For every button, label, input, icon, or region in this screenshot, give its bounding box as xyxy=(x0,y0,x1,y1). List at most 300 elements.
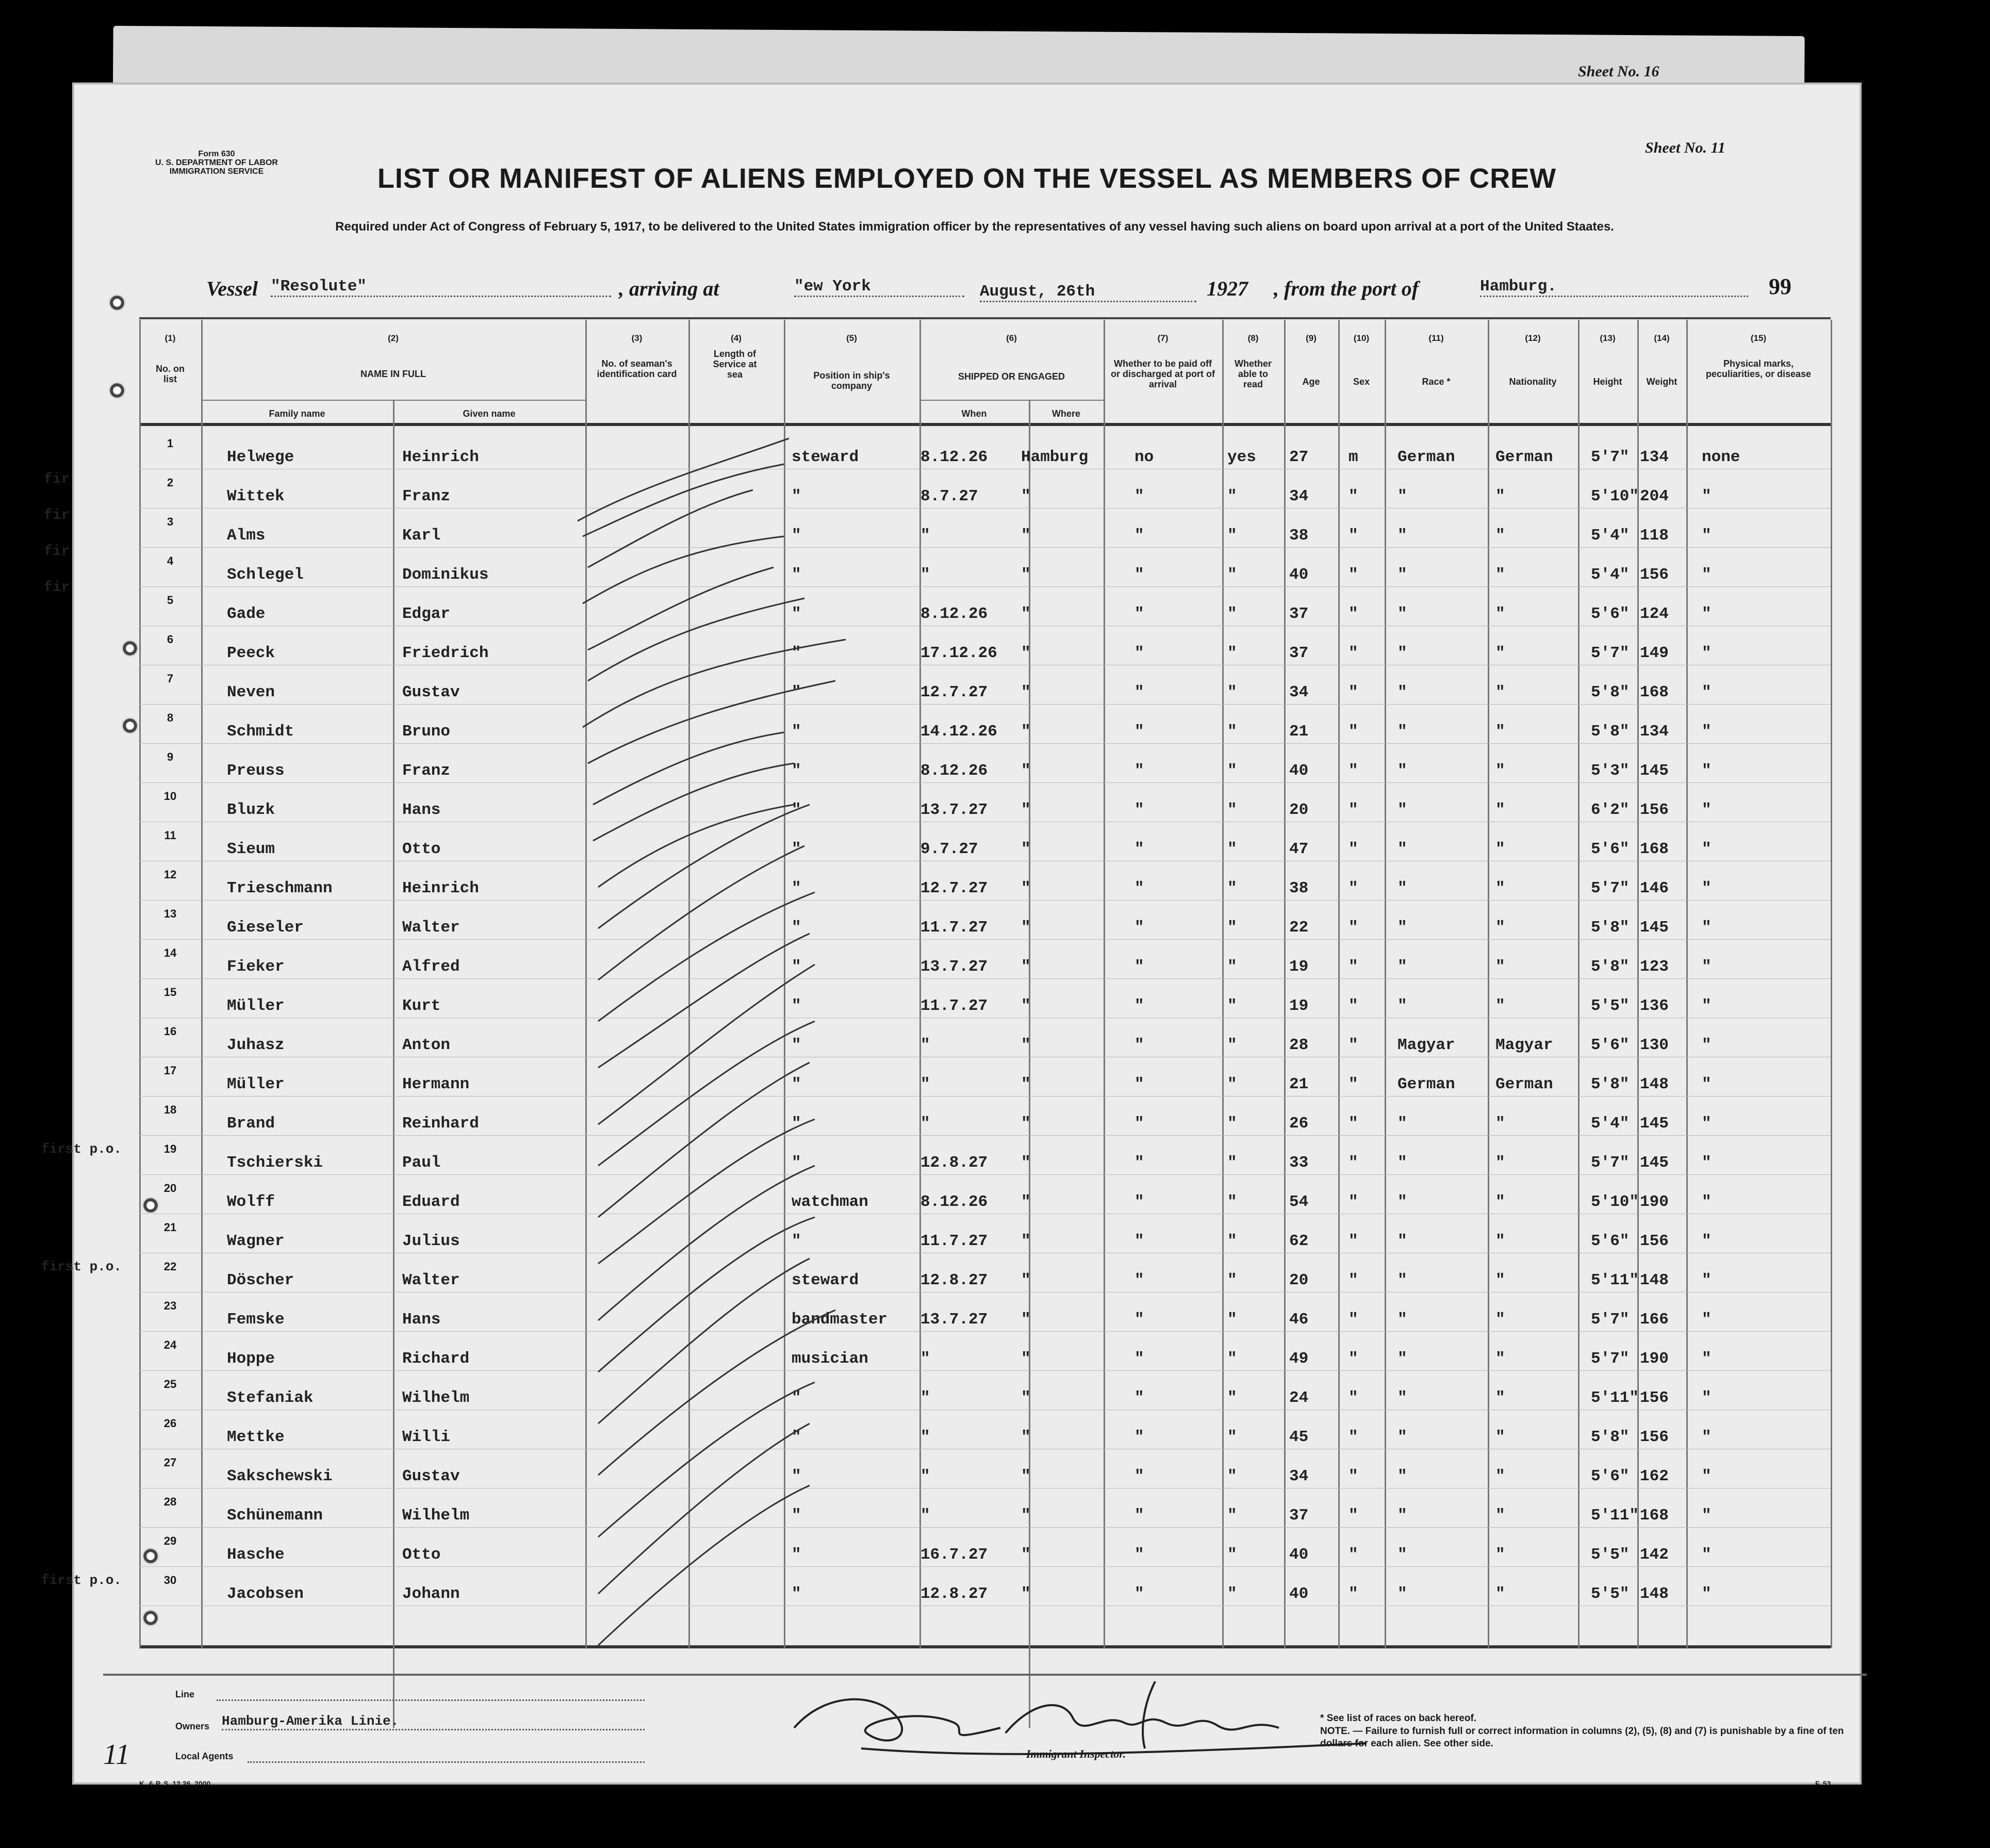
marks-cell: " xyxy=(1702,487,1712,505)
nationality-cell: " xyxy=(1495,566,1505,584)
manifest-sheet xyxy=(41,83,1862,1788)
marks-cell: " xyxy=(1702,1467,1712,1485)
col12-num: (12) xyxy=(1525,333,1541,343)
family-cell: Femske xyxy=(227,1311,285,1329)
position-cell: musician xyxy=(792,1350,868,1368)
position-cell: " xyxy=(792,840,801,858)
weight-cell: 124 xyxy=(1640,605,1669,623)
sex-cell: " xyxy=(1348,879,1358,897)
given-cell: Otto xyxy=(402,1546,441,1564)
owners-value: Hamburg-Amerika Linie. xyxy=(222,1713,645,1730)
nationality-cell: " xyxy=(1495,1467,1505,1485)
family-cell: Sakschewski xyxy=(227,1467,333,1485)
col4-header: Length of Service at sea xyxy=(713,349,757,380)
family-cell: Bluzk xyxy=(227,801,275,819)
height-cell: 5'4" xyxy=(1591,566,1630,584)
sex-cell: " xyxy=(1348,723,1358,741)
position-cell: " xyxy=(792,1467,801,1485)
family-cell: Stefaniak xyxy=(227,1389,314,1407)
vessel-value: "Resolute" xyxy=(271,277,611,297)
read-cell: " xyxy=(1227,527,1237,545)
given-cell: Wilhelm xyxy=(402,1389,470,1407)
row-number: 16 xyxy=(163,1025,177,1038)
nationality-cell: " xyxy=(1495,840,1505,858)
row-number: 11 xyxy=(164,829,176,842)
col7-num: (7) xyxy=(1157,333,1169,343)
read-cell: " xyxy=(1227,487,1237,505)
paid-cell: " xyxy=(1134,1311,1144,1329)
col7-header: Whether to be paid off or discharged at port of arrival xyxy=(1110,358,1215,389)
page-subtitle: Required under Act of Congress of February 5, 1917, to be delivered to the United States immigration officer by the representatives of any vessel having such aliens on board upon arrival at a port of the United Staates. xyxy=(335,220,1614,234)
when-cell: " xyxy=(920,566,930,584)
row-number: 4 xyxy=(167,554,174,567)
sex-cell: " xyxy=(1348,1075,1358,1093)
where-cell: " xyxy=(1021,1467,1031,1485)
weight-cell: 134 xyxy=(1640,448,1669,466)
col6-num: (6) xyxy=(1006,333,1017,343)
marks-cell: " xyxy=(1702,683,1712,701)
where-cell: " xyxy=(1021,1271,1031,1289)
paid-cell: " xyxy=(1134,1154,1144,1172)
family-cell: Peeck xyxy=(227,644,275,662)
where-cell: " xyxy=(1021,958,1031,976)
port-value: Hamburg. xyxy=(1480,277,1748,297)
age-cell: 28 xyxy=(1289,1036,1309,1054)
race-note: * See list of races on back hereof. xyxy=(1320,1713,1477,1724)
row-number: 19 xyxy=(163,1142,177,1155)
weight-cell: 156 xyxy=(1640,1232,1669,1250)
age-cell: 34 xyxy=(1289,683,1309,701)
age-cell: 34 xyxy=(1289,1467,1309,1485)
row-number: 5 xyxy=(167,594,174,607)
col2-header: NAME IN FULL xyxy=(360,369,426,379)
when-cell: " xyxy=(920,1389,930,1407)
age-cell: 47 xyxy=(1289,840,1309,858)
nationality-cell: " xyxy=(1495,879,1505,897)
row-rule xyxy=(139,978,1831,979)
paid-cell: " xyxy=(1134,801,1144,819)
race-cell: " xyxy=(1397,1428,1407,1446)
family-cell: Juhasz xyxy=(227,1036,285,1054)
paid-cell: " xyxy=(1134,1350,1144,1368)
nationality-cell: German xyxy=(1495,1075,1553,1093)
given-cell: Otto xyxy=(402,840,441,858)
when-cell: 12.8.27 xyxy=(920,1585,988,1603)
where-header: Where xyxy=(1051,408,1080,419)
race-cell: " xyxy=(1397,527,1407,545)
age-cell: 40 xyxy=(1289,1546,1309,1564)
when-cell: 14.12.26 xyxy=(920,723,997,741)
age-cell: 21 xyxy=(1289,1075,1309,1093)
position-cell: " xyxy=(792,919,801,937)
family-cell: Schlegel xyxy=(227,566,304,584)
row-number: 15 xyxy=(163,986,177,999)
sex-cell: " xyxy=(1348,1350,1358,1368)
height-cell: 5'7" xyxy=(1591,1350,1630,1368)
paid-cell: " xyxy=(1134,1075,1144,1093)
row-number: 7 xyxy=(167,672,174,685)
position-cell: " xyxy=(792,1036,801,1054)
height-cell: 5'6" xyxy=(1591,1467,1630,1485)
row-number: 27 xyxy=(163,1456,177,1469)
marks-cell: " xyxy=(1702,527,1712,545)
paid-cell: " xyxy=(1134,1467,1144,1485)
sex-cell: " xyxy=(1348,1428,1358,1446)
given-cell: Edgar xyxy=(402,605,451,623)
arriving-label: , arriving at xyxy=(619,277,719,300)
race-cell: " xyxy=(1397,644,1407,662)
paid-cell: no xyxy=(1134,448,1154,466)
check-strokes xyxy=(567,413,897,1661)
age-cell: 24 xyxy=(1289,1389,1309,1407)
weight-cell: 148 xyxy=(1640,1075,1669,1093)
read-cell: " xyxy=(1227,919,1237,937)
nationality-cell: " xyxy=(1495,527,1505,545)
age-cell: 20 xyxy=(1289,1271,1309,1289)
given-cell: Johann xyxy=(402,1585,460,1603)
family-cell: Hoppe xyxy=(227,1350,275,1368)
row-rule xyxy=(139,704,1831,705)
marks-cell: " xyxy=(1702,1075,1712,1093)
row-number: 8 xyxy=(167,711,174,724)
height-cell: 5'8" xyxy=(1591,958,1630,976)
where-cell: " xyxy=(1021,1115,1031,1133)
when-cell: 8.12.26 xyxy=(920,762,988,780)
marks-cell: " xyxy=(1702,1271,1712,1289)
owners-label: Owners xyxy=(175,1721,210,1731)
age-cell: 37 xyxy=(1289,1507,1309,1525)
shipped-subhead-rule xyxy=(919,400,1104,401)
age-cell: 19 xyxy=(1289,997,1309,1015)
age-cell: 38 xyxy=(1289,879,1309,897)
family-cell: Tschierski xyxy=(227,1154,323,1172)
position-cell: " xyxy=(792,605,801,623)
col11-header: Race * xyxy=(1422,377,1451,387)
weight-cell: 118 xyxy=(1640,527,1669,545)
read-cell: " xyxy=(1227,1271,1237,1289)
when-cell: 8.12.26 xyxy=(920,448,988,466)
marks-cell: " xyxy=(1702,801,1712,819)
col8-header: Whether able to read xyxy=(1235,358,1272,389)
race-cell: " xyxy=(1397,1546,1407,1564)
col9-num: (9) xyxy=(1306,333,1317,343)
weight-cell: 190 xyxy=(1640,1193,1669,1211)
sex-cell: " xyxy=(1348,566,1358,584)
weight-cell: 148 xyxy=(1640,1585,1669,1603)
given-cell: Heinrich xyxy=(402,879,479,897)
race-cell: " xyxy=(1397,1507,1407,1525)
margin-annotation: first p.o. xyxy=(41,1259,122,1274)
where-cell: " xyxy=(1021,683,1031,701)
weight-cell: 168 xyxy=(1640,1507,1669,1525)
race-cell: " xyxy=(1397,801,1407,819)
height-cell: 5'11" xyxy=(1591,1271,1639,1289)
height-cell: 5'11" xyxy=(1591,1507,1639,1525)
marks-cell: " xyxy=(1702,1232,1712,1250)
weight-cell: 156 xyxy=(1640,566,1669,584)
col6-header: SHIPPED OR ENGAGED xyxy=(958,371,1065,382)
height-cell: 5'8" xyxy=(1591,683,1630,701)
position-cell: " xyxy=(792,1428,801,1446)
read-cell: " xyxy=(1227,605,1237,623)
height-cell: 5'4" xyxy=(1591,1115,1630,1133)
marks-cell: " xyxy=(1702,1154,1712,1172)
height-cell: 5'3" xyxy=(1591,762,1630,780)
family-cell: Trieschmann xyxy=(227,879,333,897)
sex-cell: " xyxy=(1348,1389,1358,1407)
col9-header: Age xyxy=(1302,377,1320,387)
where-cell: " xyxy=(1021,919,1031,937)
col13-num: (13) xyxy=(1600,333,1616,343)
age-cell: 54 xyxy=(1289,1193,1309,1211)
age-cell: 40 xyxy=(1289,1585,1309,1603)
given-cell: Hermann xyxy=(402,1075,470,1093)
where-cell: " xyxy=(1021,879,1031,897)
where-cell: " xyxy=(1021,1232,1031,1250)
row-rule xyxy=(139,1566,1831,1567)
given-cell: Hans xyxy=(402,801,441,819)
sex-cell: " xyxy=(1348,1193,1358,1211)
nationality-cell: " xyxy=(1495,1546,1505,1564)
nationality-cell: German xyxy=(1495,448,1553,466)
given-cell: Anton xyxy=(402,1036,451,1054)
family-cell: Gieseler xyxy=(227,919,304,937)
col10-num: (10) xyxy=(1353,333,1370,343)
family-cell: Wittek xyxy=(227,487,285,505)
where-cell: " xyxy=(1021,723,1031,741)
when-cell: " xyxy=(920,1428,930,1446)
family-cell: Sieum xyxy=(227,840,275,858)
read-cell: " xyxy=(1227,1350,1237,1368)
row-number: 26 xyxy=(163,1417,177,1430)
marks-cell: " xyxy=(1702,1115,1712,1133)
row-number: 23 xyxy=(163,1299,177,1312)
height-cell: 5'5" xyxy=(1591,1585,1630,1603)
read-cell: " xyxy=(1227,1428,1237,1446)
read-cell: " xyxy=(1227,1585,1237,1603)
inner-sheet-number: Sheet No. 11 xyxy=(1645,139,1725,156)
when-cell: 12.7.27 xyxy=(920,683,988,701)
position-cell: " xyxy=(792,487,801,505)
family-cell: Wolff xyxy=(227,1193,275,1211)
given-cell: Hans xyxy=(402,1311,441,1329)
margin-annotation: first p.o. xyxy=(41,1573,122,1588)
given-cell: Walter xyxy=(402,919,460,937)
given-cell: Reinhard xyxy=(402,1115,479,1133)
race-cell: " xyxy=(1397,487,1407,505)
paid-cell: " xyxy=(1134,1193,1144,1211)
when-cell: " xyxy=(920,1115,930,1133)
nationality-cell: " xyxy=(1495,1311,1505,1329)
height-cell: 6'2" xyxy=(1591,801,1630,819)
row-rule xyxy=(139,586,1831,587)
binder-hole xyxy=(121,640,139,657)
row-number: 6 xyxy=(167,633,174,646)
race-cell: " xyxy=(1397,1115,1407,1133)
local-agents-field xyxy=(248,1761,645,1763)
weight-cell: 168 xyxy=(1640,840,1669,858)
race-cell: " xyxy=(1397,605,1407,623)
sex-cell: " xyxy=(1348,919,1358,937)
weight-cell: 156 xyxy=(1640,1389,1669,1407)
when-cell: 11.7.27 xyxy=(920,1232,988,1250)
row-rule xyxy=(139,1292,1831,1293)
read-cell: " xyxy=(1227,1115,1237,1133)
weight-cell: 145 xyxy=(1640,1154,1669,1172)
department-name: U. S. DEPARTMENT OF LABOR xyxy=(155,158,278,167)
row-number: 29 xyxy=(163,1534,177,1547)
height-cell: 5'11" xyxy=(1591,1389,1639,1407)
binder-hole xyxy=(142,1197,159,1214)
height-cell: 5'8" xyxy=(1591,1075,1630,1093)
outer-sheet-number: Sheet No. 16 xyxy=(1578,63,1659,80)
weight-cell: 166 xyxy=(1640,1311,1669,1329)
where-cell: " xyxy=(1021,1350,1031,1368)
sex-cell: " xyxy=(1348,487,1358,505)
weight-cell: 168 xyxy=(1640,683,1669,701)
vessel-label: Vessel xyxy=(206,277,258,300)
row-number: 22 xyxy=(163,1260,177,1273)
nationality-cell: " xyxy=(1495,1507,1505,1525)
where-cell: " xyxy=(1021,1585,1031,1603)
read-cell: " xyxy=(1227,1389,1237,1407)
col3-num: (3) xyxy=(631,333,643,343)
weight-cell: 162 xyxy=(1640,1467,1669,1485)
position-cell: " xyxy=(792,723,801,741)
age-cell: 22 xyxy=(1289,919,1309,937)
age-cell: 45 xyxy=(1289,1428,1309,1446)
position-cell: " xyxy=(792,958,801,976)
family-cell: Müller xyxy=(227,1075,285,1093)
read-cell: " xyxy=(1227,879,1237,897)
paid-cell: " xyxy=(1134,879,1144,897)
marks-cell: " xyxy=(1702,997,1712,1015)
sex-cell: " xyxy=(1348,1467,1358,1485)
family-cell: Jacobsen xyxy=(227,1585,304,1603)
when-cell: " xyxy=(920,1507,930,1525)
margin-mark: fir xyxy=(44,544,70,560)
row-rule xyxy=(139,939,1831,940)
marks-cell: " xyxy=(1702,879,1712,897)
row-number: 13 xyxy=(163,907,177,920)
col1-header: No. on list xyxy=(156,364,185,384)
nationality-cell: " xyxy=(1495,1154,1505,1172)
weight-cell: 142 xyxy=(1640,1546,1669,1564)
position-cell: " xyxy=(792,1507,801,1525)
height-cell: 5'10" xyxy=(1591,1193,1639,1211)
position-cell: " xyxy=(792,801,801,819)
service-name: IMMIGRATION SERVICE xyxy=(169,167,264,176)
row-number: 2 xyxy=(167,476,174,489)
age-cell: 37 xyxy=(1289,605,1309,623)
sex-cell: " xyxy=(1348,1154,1358,1172)
where-cell: Hamburg xyxy=(1021,448,1089,466)
col3-header: No. of seaman's identification card xyxy=(597,358,677,379)
weight-cell: 136 xyxy=(1640,997,1669,1015)
row-number: 17 xyxy=(163,1064,177,1077)
grid-line xyxy=(1831,320,1832,1648)
race-cell: " xyxy=(1397,1271,1407,1289)
family-cell: Müller xyxy=(227,997,285,1015)
race-cell: Magyar xyxy=(1397,1036,1455,1054)
nationality-cell: " xyxy=(1495,683,1505,701)
paid-cell: " xyxy=(1134,1232,1144,1250)
height-cell: 5'10" xyxy=(1591,487,1639,505)
marks-cell: " xyxy=(1702,919,1712,937)
binder-hole xyxy=(121,717,139,734)
where-cell: " xyxy=(1021,1036,1031,1054)
where-cell: " xyxy=(1021,527,1031,545)
race-cell: " xyxy=(1397,997,1407,1015)
given-cell: Kurt xyxy=(402,997,441,1015)
when-cell: 17.12.26 xyxy=(920,644,997,662)
where-cell: " xyxy=(1021,1507,1031,1525)
weight-cell: 130 xyxy=(1640,1036,1669,1054)
col12-header: Nationality xyxy=(1509,377,1557,387)
row-rule xyxy=(139,1096,1831,1097)
weight-cell: 123 xyxy=(1640,958,1669,976)
marks-cell: " xyxy=(1702,1546,1712,1564)
row-number: 3 xyxy=(167,515,174,528)
weight-cell: 145 xyxy=(1640,919,1669,937)
race-cell: " xyxy=(1397,1232,1407,1250)
paid-cell: " xyxy=(1134,840,1144,858)
paid-cell: " xyxy=(1134,1546,1144,1564)
nationality-cell: " xyxy=(1495,1428,1505,1446)
given-cell: Dominikus xyxy=(402,566,489,584)
paid-cell: " xyxy=(1134,527,1144,545)
paid-cell: " xyxy=(1134,1115,1144,1133)
read-cell: " xyxy=(1227,840,1237,858)
age-cell: 46 xyxy=(1289,1311,1309,1329)
row-number: 30 xyxy=(163,1574,177,1587)
age-cell: 21 xyxy=(1289,723,1309,741)
race-cell: " xyxy=(1397,683,1407,701)
when-cell: " xyxy=(920,1350,930,1368)
marks-cell: " xyxy=(1702,958,1712,976)
col5-num: (5) xyxy=(846,333,857,343)
read-cell: " xyxy=(1227,723,1237,741)
when-cell: 13.7.27 xyxy=(920,958,988,976)
col1-num: (1) xyxy=(165,333,176,343)
height-cell: 5'6" xyxy=(1591,605,1630,623)
read-cell: " xyxy=(1227,958,1237,976)
height-cell: 5'8" xyxy=(1591,1428,1630,1446)
read-cell: " xyxy=(1227,1075,1237,1093)
from-label: , from the port of xyxy=(1274,277,1419,300)
row-number: 12 xyxy=(163,868,177,881)
grid-line xyxy=(393,400,394,1728)
read-cell: " xyxy=(1227,644,1237,662)
nationality-cell: " xyxy=(1495,487,1505,505)
age-cell: 19 xyxy=(1289,958,1309,976)
page-number: 99 xyxy=(1769,274,1791,299)
weight-cell: 134 xyxy=(1640,723,1669,741)
where-cell: " xyxy=(1021,605,1031,623)
form-code: F. 53. xyxy=(1815,1779,1833,1788)
position-cell: " xyxy=(792,1389,801,1407)
weight-cell: 146 xyxy=(1640,879,1669,897)
sex-cell: " xyxy=(1348,801,1358,819)
sex-cell: " xyxy=(1348,840,1358,858)
nationality-cell: " xyxy=(1495,644,1505,662)
col11-num: (11) xyxy=(1428,333,1444,343)
col8-num: (8) xyxy=(1247,333,1259,343)
binder-hole xyxy=(142,1547,159,1565)
position-cell: " xyxy=(792,1115,801,1133)
nationality-cell: " xyxy=(1495,1585,1505,1603)
paid-cell: " xyxy=(1134,958,1144,976)
